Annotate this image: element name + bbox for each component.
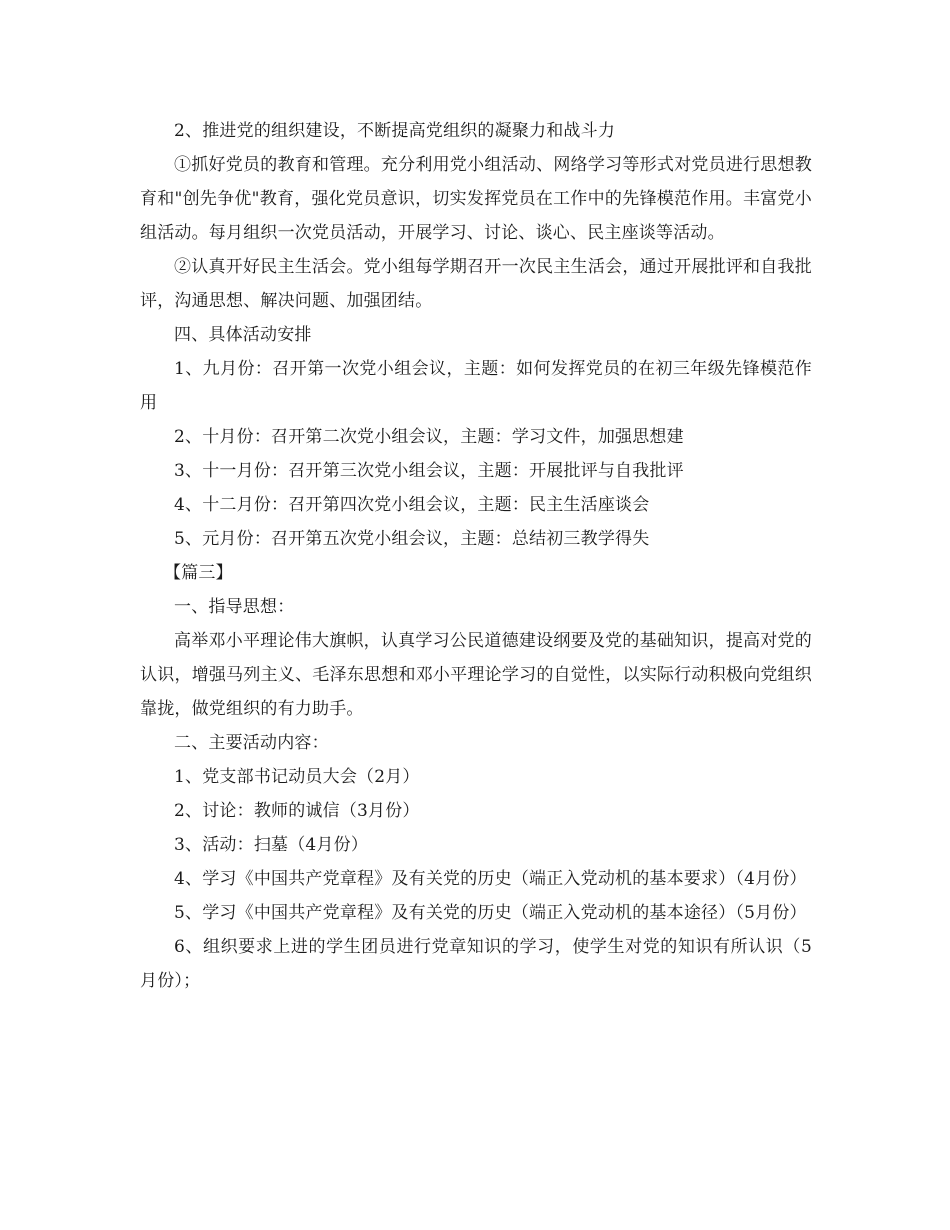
activity-item-2: 2、讨论：教师的诚信（3月份） [174,801,420,821]
schedule-item-september: 1、九月份：召开第一次党小组会议，主题：如何发挥党员的在初三年级先锋模范作用 [140,359,812,413]
paragraph-guiding-thought: 高举邓小平理论伟大旗帜，认真学习公民道德建设纲要及党的基础知识，提高对党的认识，增强马列主义、毛泽东思想和邓小平理论学习的自觉性，以实际行动积极向党组织靠拢，做党组织的有力助手。 [140,631,812,719]
section-heading-part-three: 【篇三】 [164,563,233,583]
schedule-item-december: 4、十二月份：召开第四次党小组会议，主题：民主生活座谈会 [174,495,650,515]
heading-activity-schedule: 四、具体活动安排 [174,325,312,345]
paragraph-org-building: 2、推进党的组织建设，不断提高党组织的凝聚力和战斗力 [174,121,616,141]
activity-item-3: 3、活动：扫墓（4月份） [174,835,369,855]
activity-item-1: 1、党支部书记动员大会（2月） [174,767,420,787]
schedule-item-november: 3、十一月份：召开第三次党小组会议，主题：开展批评与自我批评 [174,461,684,481]
activity-item-4: 4、学习《中国共产党章程》及有关党的历史（端正入党动机的基本要求）（4月份） [174,869,807,889]
heading-guiding-thought: 一、指导思想： [174,597,295,617]
schedule-item-october: 2、十月份：召开第二次党小组会议，主题：学习文件，加强思想建 [174,427,684,447]
schedule-item-january: 5、元月份：召开第五次党小组会议，主题：总结初三教学得失 [174,529,650,549]
heading-main-activities: 二、主要活动内容： [174,733,329,753]
paragraph-member-education: ①抓好党员的教育和管理。充分利用党小组活动、网络学习等形式对党员进行思想教育和"创先争优"教育，强化党员意识，切实发挥党员在工作中的先锋模范作用。丰富党小组活动。每月组织一次党员活动，开展学习、讨论、谈心、民主座谈等活动。 [140,155,812,243]
document-page [140,114,812,998]
activity-item-5: 5、学习《中国共产党章程》及有关党的历史（端正入党动机的基本途径）（5月份） [174,903,807,923]
paragraph-democratic-life: ②认真开好民主生活会。党小组每学期召开一次民主生活会，通过开展批评和自我批评，沟通思想、解决问题、加强团结。 [140,257,812,311]
activity-item-6: 6、组织要求上进的学生团员进行党章知识的学习，使学生对党的知识有所认识（5月份）； [140,937,812,991]
